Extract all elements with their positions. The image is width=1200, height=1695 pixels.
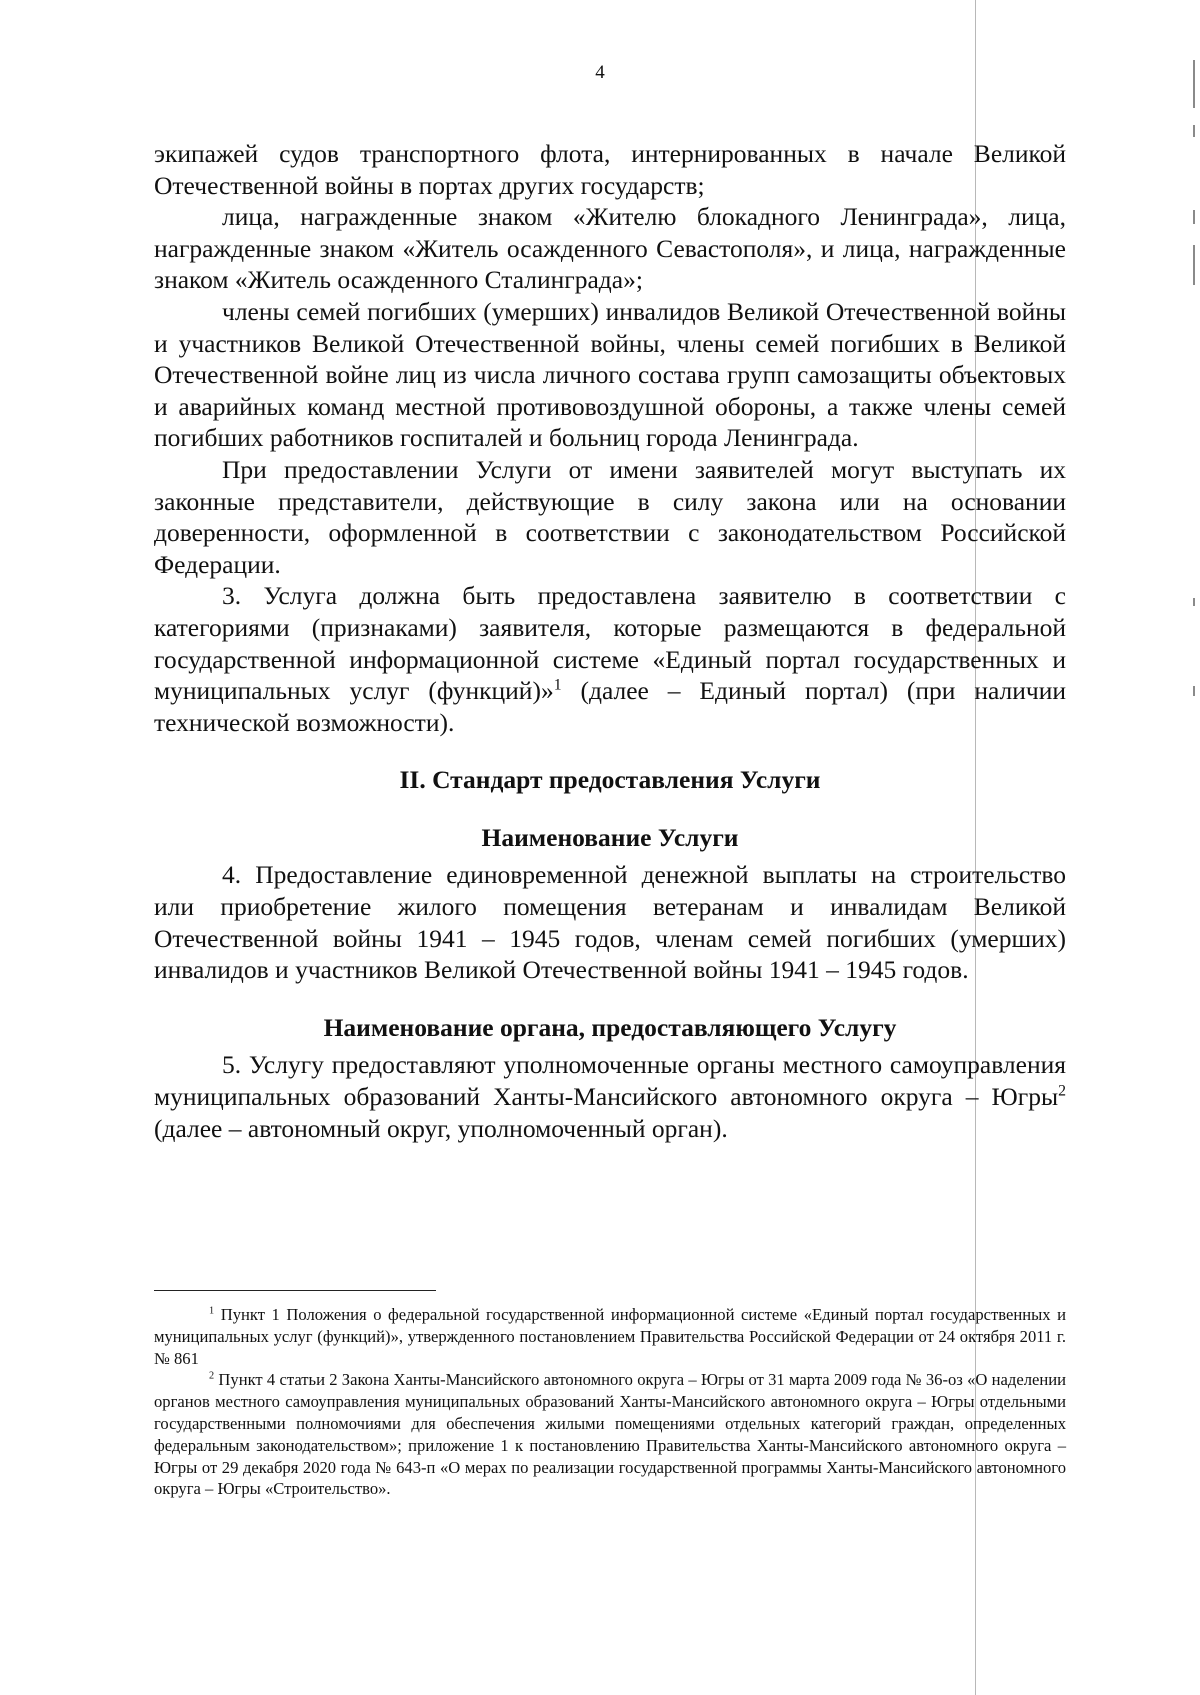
footnote xyxy=(154,1304,1066,1369)
paragraph-text: 5. Услугу предоставляют уполномоченные органы местного самоуправления муниципальных образований Ханты-Мансийского автономного округа – Югры xyxy=(154,1050,1066,1112)
paragraph: При предоставлении Услуги от имени заявителей могут выступать их законные представители, действующие в силу закона или на основании доверенности, оформленной в соответствии с законодательством Российской Федерации. xyxy=(154,454,1066,579)
footnote xyxy=(154,1369,1066,1500)
paragraph-text: (далее – автономный округ, уполномоченный орган). xyxy=(154,1113,728,1143)
footnote-text: Пункт 4 статьи 2 Закона Ханты-Мансийского автономного округа – Югры от 31 марта 2009 года № 36-оз «О наделении органов местного самоуправления муниципальных образований Ханты-Мансийского автономного округа – Югры отдельными государственными полномочиями для обеспечения жилыми помещениями отдельных категорий граждан, определенных федеральным законодательством»; приложение 1 к постановлению Правительства Ханты-Мансийского автономного округа – Югры от 29 декабря 2020 года № 643-п «О мерах по реализации государственной программы Ханты-Мансийского автономного округа – Югры «Строительство». xyxy=(154,1370,1066,1499)
paragraph-item-4: 4. Предоставление единовременной денежной выплаты на строительство или приобретение жилого помещения ветеранам и инвалидам Великой Отечественной войны 1941 – 1945 годов, членам семей погибших (умерших) инвалидов и участников Великой Отечественной войны 1941 – 1945 годов. xyxy=(154,860,1066,985)
paragraph-item-3 xyxy=(154,580,1066,738)
footnote-ref: 1 xyxy=(553,676,562,694)
paragraph: лица, награжденные знаком «Жителю блокадного Ленинграда», лица, награжденные знаком «Житель осажденного Севастополя», и лица, награжденные знаком «Житель осажденного Сталинграда»; xyxy=(154,202,1066,295)
edge-artifact xyxy=(1193,686,1195,696)
footnotes xyxy=(154,1304,1066,1500)
paragraph-text: 3. Услуга должна быть предоставлена заявителю в соответствии с категориями (признаками) заявителя, которые размещаются в федеральной государственной информационной системе «Единый портал государственных и муниципальных услуг (функций)» xyxy=(154,581,1066,706)
footnote-text: Пункт 1 Положения о федеральной государственной информационной системе «Единый портал государственных и муниципальных услуг (функций)», утвержденного постановлением Правительства Российской Федерации от 24 октября 2011 г. № 861 xyxy=(154,1305,1066,1368)
subsection-heading: Наименование органа, предоставляющего Услугу xyxy=(323,1012,897,1042)
edge-artifact xyxy=(1193,245,1195,285)
main-text xyxy=(154,138,1066,1144)
edge-artifact xyxy=(1193,598,1195,606)
page-number: 4 xyxy=(595,62,605,83)
section-heading: II. Стандарт предоставления Услуги xyxy=(399,765,821,795)
footnote-mark: 2 xyxy=(209,1370,215,1382)
footnote-mark: 1 xyxy=(209,1305,215,1317)
edge-artifact xyxy=(1193,125,1195,137)
paragraph: экипажей судов транспортного флота, интернированных в начале Великой Отечественной войны в портах других государств; xyxy=(154,139,1066,200)
footnote-separator xyxy=(154,1290,436,1291)
edge-artifact xyxy=(1193,210,1195,224)
paragraph: члены семей погибших (умерших) инвалидов Великой Отечественной войны и участников Великой Отечественной войны, члены семей погибших в Великой Отечественной войне лиц из числа личного состава групп самозащиты объектовых и аварийных команд местной противовоздушной обороны, а также члены семей погибших работников госпиталей и больниц города Ленинграда. xyxy=(154,296,1066,453)
paragraph-text: (далее – Единый портал) (при наличии технической возможности). xyxy=(154,676,1066,737)
paragraph-item-5 xyxy=(154,1049,1066,1144)
subsection-heading: Наименование Услуги xyxy=(481,822,739,852)
footnote-ref: 2 xyxy=(1058,1082,1066,1100)
